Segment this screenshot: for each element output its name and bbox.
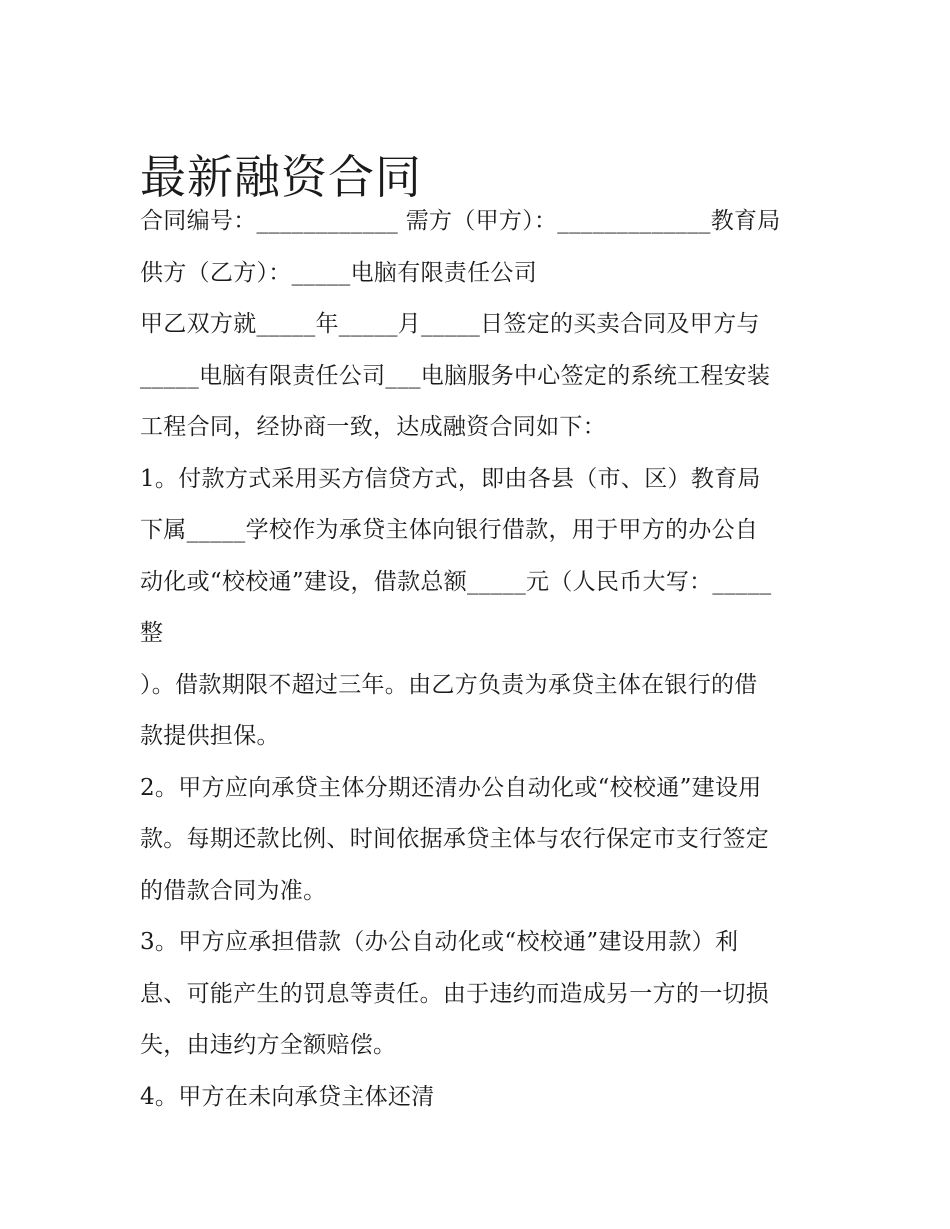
clause-1-line: 1。付款方式采用买方信贷方式，即由各县（市、区）教育局 bbox=[140, 465, 761, 492]
clause-4-line: 4。甲方在未向承贷主体还清 bbox=[140, 1083, 435, 1110]
clause-1-line: ）。借款期限不超过三年。由乙方负责为承贷主体在银行的借 bbox=[140, 671, 758, 698]
clause-3-line: 3。甲方应承担借款（办公自动化或“校校通”建设用款）利 bbox=[140, 929, 739, 955]
text-line-contract-number: 合同编号：____________ 需方（甲方）：_____________教育局 bbox=[140, 208, 781, 234]
clause-1-line: 下属_____学校作为承贷主体向银行借款，用于甲方的办公自 bbox=[140, 517, 759, 543]
clause-3-line: 失，由违约方全额赔偿。 bbox=[140, 1032, 397, 1058]
clause-3-line: 息、可能产生的罚息等责任。由于违约而造成另一方的一切损 bbox=[140, 980, 770, 1007]
document-title: 最新融资合同 bbox=[140, 149, 422, 204]
text-line-supplier: 供方（乙方）：_____电脑有限责任公司 bbox=[140, 259, 537, 286]
contract-body bbox=[140, 196, 820, 1123]
clause-2-line: 2。甲方应向承贷主体分期还清办公自动化或“校校通”建设用 bbox=[140, 774, 762, 801]
text-line: 甲乙双方就_____年_____月_____日签定的买卖合同及甲方与 bbox=[140, 311, 760, 337]
text-line: _____电脑有限责任公司___电脑服务中心签定的系统工程安装 bbox=[140, 362, 771, 389]
clause-2-line: 款。每期还款比例、时间依据承贷主体与农行保定市支行签定 bbox=[140, 826, 770, 852]
clause-1-line: 动化或“校校通”建设，借款总额_____元（人民币大写：_____ bbox=[140, 568, 772, 595]
clause-2-line: 的借款合同为准。 bbox=[140, 877, 327, 904]
text-line: 工程合同，经协商一致，达成融资合同如下： bbox=[140, 414, 606, 440]
clause-1-line: 款提供担保。 bbox=[140, 723, 280, 749]
clause-1-line: 整 bbox=[140, 620, 164, 646]
